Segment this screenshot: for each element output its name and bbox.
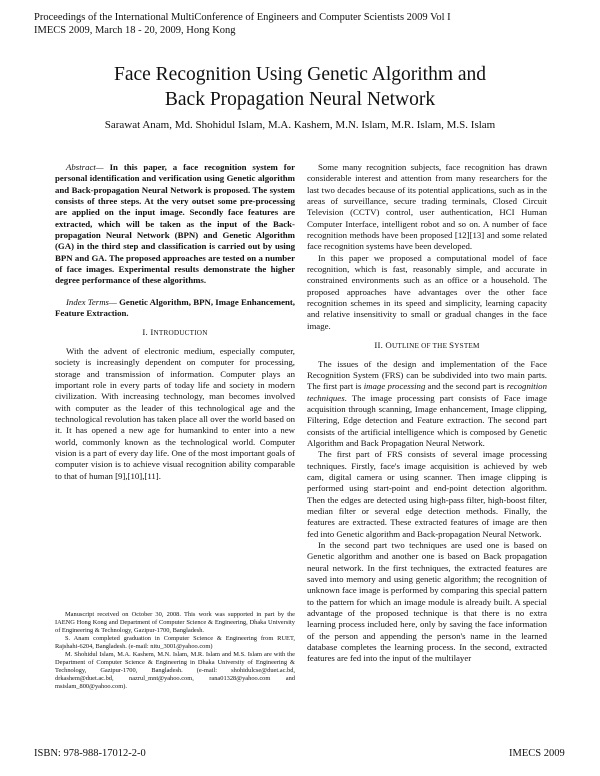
body-paragraph-2: In this paper we proposed a computational model of face recognition, which is fast, reasonably simple, and accurate in constrained environments such as an office or a household. The proposed approaches have advantages over the other face recognition schemes in its speed and simplicity, learning capacity and relative insensitivity to small or gradual changes in the face image. bbox=[307, 252, 547, 331]
body-paragraph-5: In the second part two techniques are used one is based on Genetic algorithm and another one is based on Back propagation neural network. In the first techniques, the extracted features are saved into memory and using genetic algorithm; the recognition of unknown face image is performed by comparing this special pattern to the pattern for which an image module is already built. A special advantage of the proposed technique is that there is no extra learning process included here, only by saving the face information of the person and appending the person's name in the learned database completes the learning process. In the second, extracted features are fed into the input of the multilayer bbox=[307, 540, 547, 664]
conference-footer: IMECS 2009 bbox=[509, 748, 565, 759]
isbn-footer: ISBN: 978-988-17012-2-0 bbox=[34, 748, 146, 759]
abstract bbox=[55, 162, 295, 287]
index-terms bbox=[55, 297, 295, 320]
section-heading-outline bbox=[307, 340, 547, 352]
index-terms-list: Genetic Algorithm, BPN, Image Enhancement, Feature Extraction. bbox=[55, 296, 295, 319]
left-column bbox=[55, 162, 295, 482]
abstract-lead: Abstract— bbox=[66, 162, 104, 172]
intro-paragraph: With the advent of electronic medium, especially computer, society is increasingly dependent on computer for processing, storage and transmission of information. Computer plays an important role in every parts of today life and society in modern civilization. With increasing technology, man becomes involved with computer as the leader of this technological age and the technological revolution has taken place all over the world based on it. It has opened a new age for humankind to enter into a new world, commonly known as the technological world. Computer vision is a part of every day life. One of the most important goals of computer vision is to achieve visual recognition ability comparable to that of human [9],[10],[11]. bbox=[55, 345, 295, 481]
right-column bbox=[307, 162, 547, 665]
title-line-1: Face Recognition Using Genetic Algorithm and bbox=[113, 64, 487, 85]
section-heading-introduction bbox=[55, 327, 295, 339]
section-initial: O bbox=[385, 340, 392, 351]
footnote-manuscript: Manuscript received on October 30, 2008. This work was supported in part by the IAENG Hong Kong and Department of Computer Science & Engineering, Dhaka University of Engineering & Technology, Gazipur-1700, Bangladesh. bbox=[55, 611, 295, 634]
body-paragraph-3 bbox=[307, 359, 547, 450]
abstract-text: In this paper, a face recognition system for personal identification and verification using Genetic algorithm and Back-propagation Neural Network is proposed. The system consists of three steps. At the very outset some pre-processing are applied on the input image. Secondly face features are extracted, which will be taken as the input of the Back-propagation Neural Network (BPN) and Genetic Algorithm (GA) in the third step and classification is carried out by using BPN and GA. The proposed approaches are tested on a number of face images. Experimental results demonstrate the higher degree performance of these algorithms. bbox=[55, 162, 295, 286]
section-title-rest: UTLINE OF THE bbox=[391, 342, 450, 351]
author-list: Sarawat Anam, Md. Shohidul Islam, M.A. Kashem, M.N. Islam, M.R. Islam, M.S. Islam bbox=[104, 119, 496, 131]
section-numeral: I. bbox=[142, 327, 151, 338]
footnotes bbox=[55, 611, 295, 691]
section-title-rest: NTRODUCTION bbox=[153, 329, 208, 338]
section-initial: I bbox=[150, 327, 154, 338]
p3-part-a: The issues of the design and implementation of the Face Recognition System (FRS) can be subdivided into two main parts. The first part is bbox=[307, 358, 547, 392]
header-line-1: Proceedings of the International MultiConference of Engineers and Computer Scientists 2009 Vol I bbox=[34, 12, 451, 23]
proceedings-header bbox=[34, 11, 451, 37]
paper-title bbox=[0, 62, 600, 112]
body-paragraph-1: Some many recognition subjects, face recognition has drawn considerable interest and attention from many researchers for the last two decades because of its potential applications, such as in the areas of surveillance, secure trading terminals, Closed Circuit Television (CCTV) control, user authentication, HCI Human Computer Interface, intelligent robot and so on. A number of face recognition methods have been proposed [12][13] and some related face recognition systems have been developed. bbox=[307, 162, 547, 252]
index-terms-lead: Index Terms— bbox=[66, 296, 117, 307]
footnote-anam: S. Anam completed graduation in Computer Science & Engineering from RUET, Rajshahi-6204, Bangladesh. (e-mail: nitu_3001@yahoo.com) bbox=[55, 635, 295, 650]
p3-emphasis-image-processing: image processing bbox=[363, 381, 426, 392]
p3-part-b: and the second part is bbox=[425, 381, 507, 392]
p3-emphasis-recognition-techniques: recognition techniques bbox=[307, 381, 547, 403]
section-numeral: II. bbox=[374, 340, 386, 351]
body-paragraph-4: The first part of FRS consists of several image processing techniques. Firstly, face's image acquisition is achieved by web cam, digital camera or using scanner. Then image clipping is performed using start-point and end-point detection algorithm. Then the edges are detected using high-pass filter, high-boost filter, median filter or several edge detection methods. Finally, the features are extracted. These extracted features of image are then fed into Genetic algorithm and Back-propagation Neural Network. bbox=[307, 449, 547, 539]
footnote-authors: M. Shohidul Islam, M.A. Kashem, M.N. Islam, M.R. Islam and M.S. Islam are with the Department of Computer Science & Engineering in Dhaka University of Engineering & Technology, Gazipur-1700, Bangladesh. (e-mail: shohidulcse@duet.ac.bd, drkashem@duet.ac.bd, nazrul_mnt@yahoo.com, rana01328@yahoo.com and msislam_800@yahoo.com). bbox=[55, 651, 295, 690]
title-line-2: Back Propagation Neural Network bbox=[164, 89, 436, 110]
section-initial-2: S bbox=[449, 340, 455, 351]
header-line-2: IMECS 2009, March 18 - 20, 2009, Hong Kong bbox=[34, 25, 236, 36]
p3-part-c: . The image processing part consists of Face image acquisition through scanning, Image enhancement, Image clipping, Filtering, Edge detection and Feature extraction. The second part consists of the artificial intelligence which is composed by Genetic Algorithm and Back Propagation Neural Network. bbox=[307, 392, 547, 448]
section-title-rest-2: YSTEM bbox=[454, 342, 480, 351]
